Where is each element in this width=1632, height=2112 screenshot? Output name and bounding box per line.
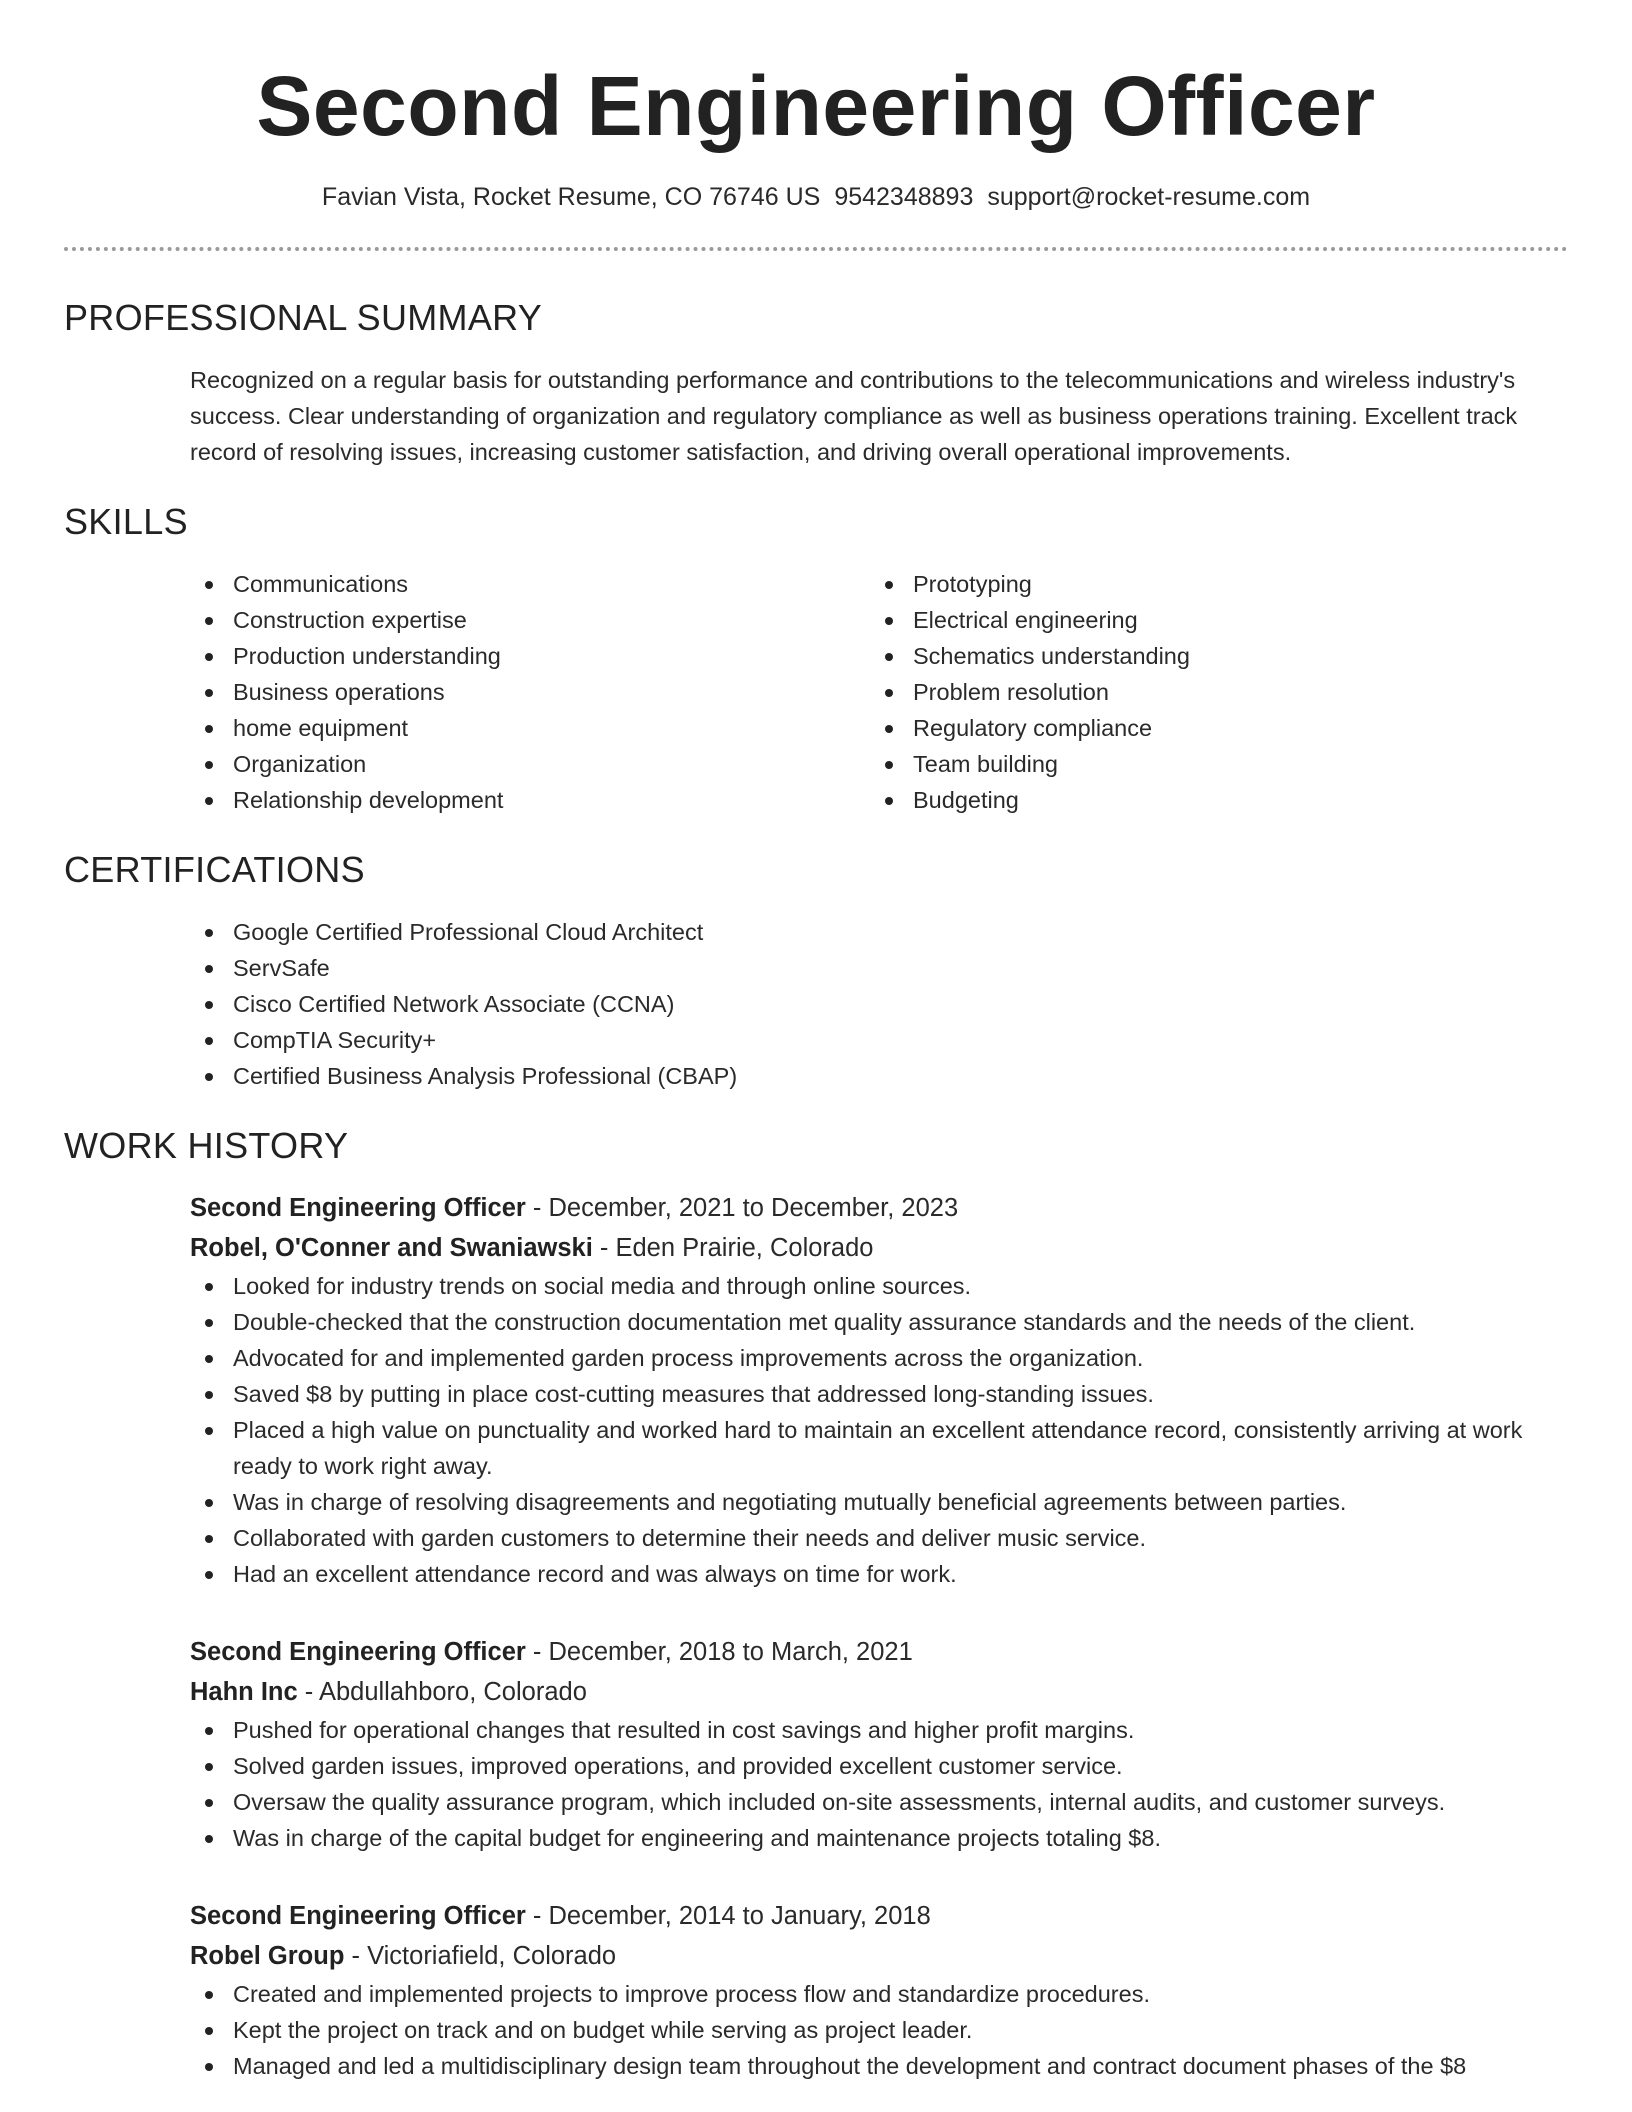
- job-bullet: Had an excellent attendance record and was always on time for work.: [190, 1556, 1568, 1592]
- work-history-section: [64, 1124, 1568, 2084]
- bullet-icon: [205, 1535, 213, 1543]
- job-bullet: Saved $8 by putting in place cost-cutting measures that addressed long-standing issues.: [190, 1376, 1568, 1412]
- bullet-icon: [205, 2063, 213, 2071]
- job-role: Second Engineering Officer: [190, 1194, 526, 1222]
- job-bullet: Placed a high value on punctuality and worked hard to maintain an excellent attendance record, consistently arriving at work ready to work right away.: [190, 1412, 1568, 1484]
- job-entry: [190, 1188, 1568, 1592]
- skills-body: [190, 566, 1568, 818]
- bullet-icon: [205, 1991, 213, 1999]
- job-title-line: [190, 1896, 1568, 1936]
- job-bullet: Advocated for and implemented garden process improvements across the organization.: [190, 1340, 1568, 1376]
- skills-column-right: [870, 566, 1550, 818]
- bullet-icon: [885, 617, 893, 625]
- bullet-icon: [205, 1037, 213, 1045]
- bullet-icon: [885, 725, 893, 733]
- bullet-icon: [205, 797, 213, 805]
- job-location: - Abdullahboro, Colorado: [297, 1678, 587, 1706]
- certifications-body: [190, 914, 1568, 1094]
- job-bullets: [190, 1268, 1568, 1592]
- bullet-icon: [205, 725, 213, 733]
- skill-item: Relationship development: [190, 782, 870, 818]
- certification-item: ServSafe: [190, 950, 1568, 986]
- skill-item: home equipment: [190, 710, 870, 746]
- summary-body: [190, 362, 1568, 470]
- bullet-icon: [205, 761, 213, 769]
- bullet-icon: [205, 617, 213, 625]
- bullet-icon: [205, 1319, 213, 1327]
- job-bullet: Created and implemented projects to improve process flow and standardize procedures.: [190, 1976, 1568, 2012]
- skill-item: Schematics understanding: [870, 638, 1550, 674]
- skill-item: Problem resolution: [870, 674, 1550, 710]
- skills-grid: [190, 566, 1568, 818]
- job-role: Second Engineering Officer: [190, 1638, 526, 1666]
- job-bullet: Collaborated with garden customers to determine their needs and deliver music service.: [190, 1520, 1568, 1556]
- job-entry: [190, 1896, 1568, 2084]
- bullet-icon: [205, 1763, 213, 1771]
- skill-item: Prototyping: [870, 566, 1550, 602]
- skill-item: Business operations: [190, 674, 870, 710]
- certifications-heading: CERTIFICATIONS: [64, 849, 365, 890]
- job-company-line: [190, 1228, 1568, 1268]
- bullet-icon: [205, 1427, 213, 1435]
- bullet-icon: [885, 689, 893, 697]
- certification-item: Cisco Certified Network Associate (CCNA): [190, 986, 1568, 1022]
- bullet-icon: [885, 653, 893, 661]
- bullet-icon: [205, 1727, 213, 1735]
- bullet-icon: [885, 761, 893, 769]
- resume-header: [0, 0, 1632, 214]
- skills-list-left: [190, 566, 870, 818]
- certifications-list: [190, 914, 1568, 1094]
- skill-item: Regulatory compliance: [870, 710, 1550, 746]
- contact-address: Favian Vista, Rocket Resume, CO 76746 US: [321, 183, 821, 211]
- job-bullet: Double-checked that the construction documentation met quality assurance standards and the needs of the client.: [190, 1304, 1568, 1340]
- bullet-icon: [205, 1283, 213, 1291]
- job-dates: - December, 2018 to March, 2021: [525, 1638, 913, 1666]
- job-bullets: [190, 1712, 1568, 1856]
- bullet-icon: [205, 965, 213, 973]
- skill-item: Electrical engineering: [870, 602, 1550, 638]
- skills-list-right: [870, 566, 1550, 818]
- job-bullet: Oversaw the quality assurance program, which included on-site assessments, internal audits, and customer surveys.: [190, 1784, 1568, 1820]
- work-history-body: [190, 1188, 1568, 2084]
- bullet-icon: [885, 797, 893, 805]
- job-location: - Eden Prairie, Colorado: [592, 1234, 874, 1262]
- job-bullet: Pushed for operational changes that resulted in cost savings and higher profit margins.: [190, 1712, 1568, 1748]
- job-bullet: Was in charge of the capital budget for engineering and maintenance projects totaling $8.: [190, 1820, 1568, 1856]
- job-entry: [190, 1632, 1568, 1856]
- job-bullet: Managed and led a multidisciplinary design team throughout the development and contract document phases of the $8: [190, 2048, 1568, 2084]
- certification-item: Google Certified Professional Cloud Architect: [190, 914, 1568, 950]
- bullet-icon: [205, 1355, 213, 1363]
- job-company: Hahn Inc: [190, 1678, 298, 1706]
- certification-item: Certified Business Analysis Professional (CBAP): [190, 1058, 1568, 1094]
- work-history-heading: WORK HISTORY: [64, 1125, 349, 1166]
- job-company: Robel Group: [190, 1942, 345, 1970]
- contact-phone: 9542348893: [834, 183, 974, 211]
- bullet-icon: [205, 1073, 213, 1081]
- bullet-icon: [205, 929, 213, 937]
- job-bullet: Was in charge of resolving disagreements and negotiating mutually beneficial agreements between parties.: [190, 1484, 1568, 1520]
- skill-item: Production understanding: [190, 638, 870, 674]
- bullet-icon: [205, 1499, 213, 1507]
- header-divider: [64, 247, 1568, 251]
- job-title-line: [190, 1188, 1568, 1228]
- contact-line: [0, 180, 1632, 214]
- job-bullet: Solved garden issues, improved operations, and provided excellent customer service.: [190, 1748, 1568, 1784]
- job-role: Second Engineering Officer: [190, 1902, 526, 1930]
- job-dates: - December, 2021 to December, 2023: [525, 1194, 959, 1222]
- bullet-icon: [205, 1571, 213, 1579]
- bullet-icon: [205, 2027, 213, 2035]
- certification-item: CompTIA Security+: [190, 1022, 1568, 1058]
- bullet-icon: [205, 1001, 213, 1009]
- skill-item: Organization: [190, 746, 870, 782]
- job-title-line: [190, 1632, 1568, 1672]
- job-bullet: Kept the project on track and on budget while serving as project leader.: [190, 2012, 1568, 2048]
- bullet-icon: [205, 1799, 213, 1807]
- job-company-line: [190, 1672, 1568, 1712]
- skill-item: Communications: [190, 566, 870, 602]
- bullet-icon: [885, 581, 893, 589]
- bullet-icon: [205, 1835, 213, 1843]
- summary-heading: PROFESSIONAL SUMMARY: [64, 297, 543, 338]
- bullet-icon: [205, 1391, 213, 1399]
- skills-column-left: [190, 566, 870, 818]
- skill-item: Construction expertise: [190, 602, 870, 638]
- job-location: - Victoriafield, Colorado: [344, 1942, 617, 1970]
- candidate-name: Second Engineering Officer: [256, 59, 1376, 153]
- bullet-icon: [205, 689, 213, 697]
- job-company-line: [190, 1936, 1568, 1976]
- contact-email: support@rocket-resume.com: [987, 183, 1311, 211]
- job-bullets: [190, 1976, 1568, 2084]
- summary-text: Recognized on a regular basis for outstanding performance and contributions to the telecommunications and wireless industry's success. Clear understanding of organization and regulatory compliance as well as business operations training. Excellent track record of resolving issues, increasing customer satisfaction, and driving overall operational improvements.: [190, 367, 1518, 465]
- skills-heading: SKILLS: [64, 501, 188, 542]
- certifications-section: [64, 848, 1568, 1094]
- summary-section: [64, 296, 1568, 470]
- job-company: Robel, O'Conner and Swaniawski: [190, 1234, 593, 1262]
- bullet-icon: [205, 653, 213, 661]
- skills-section: [64, 500, 1568, 818]
- job-bullet: Looked for industry trends on social media and through online sources.: [190, 1268, 1568, 1304]
- skill-item: Team building: [870, 746, 1550, 782]
- skill-item: Budgeting: [870, 782, 1550, 818]
- job-dates: - December, 2014 to January, 2018: [525, 1902, 931, 1930]
- bullet-icon: [205, 581, 213, 589]
